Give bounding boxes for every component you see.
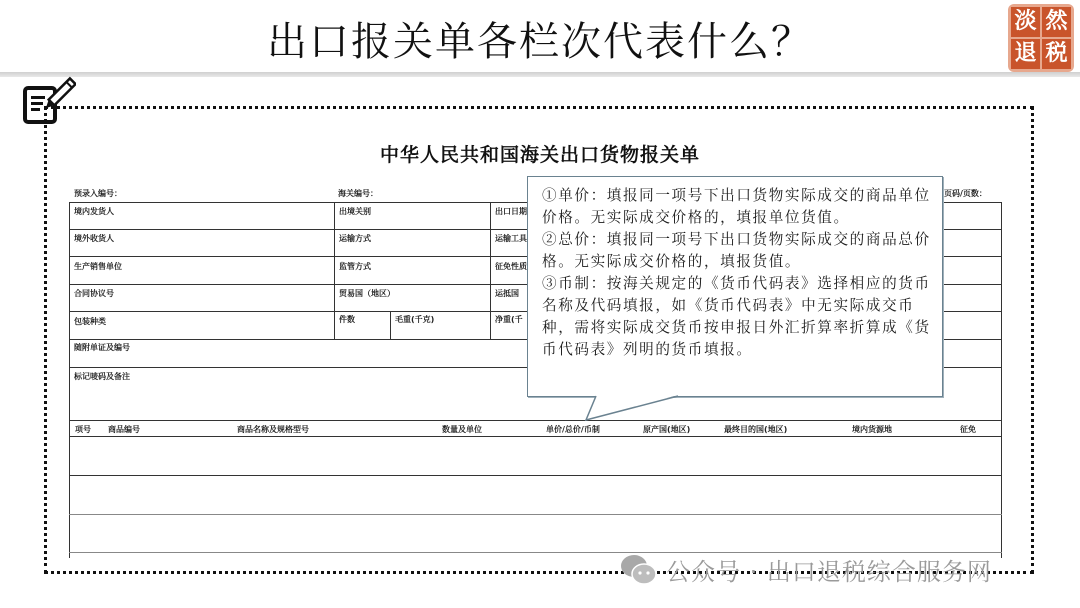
field-transport-vehicle: 运输工具 <box>495 234 527 243</box>
field-exit-port: 出境关别 <box>339 207 371 216</box>
field-package-type: 包装种类 <box>74 317 106 326</box>
wechat-icon <box>620 553 658 587</box>
field-export-date: 出口日期 <box>495 207 527 216</box>
field-supervision-mode: 监管方式 <box>339 262 371 271</box>
seal-char: 税 <box>1042 39 1071 69</box>
col-goods-name: 商品名称及规格型号 <box>237 425 309 434</box>
field-overseas-consignee: 境外收货人 <box>74 234 114 243</box>
seal-logo <box>1008 4 1074 72</box>
slide-title: 出口报关单各栏次代表什么？ <box>267 19 813 65</box>
page-count-label: 页码/页数： <box>944 189 987 198</box>
pre-entry-no-label: 预录入编号： <box>74 189 122 198</box>
field-net-weight: 净重(千 <box>495 315 523 324</box>
col-levy-exemption: 征免 <box>960 425 976 434</box>
field-producer-seller: 生产销售单位 <box>74 262 122 271</box>
explanation-callout <box>527 176 943 397</box>
callout-total-price: ②总价：填报同一项号下出口货物实际成交的商品总价格。无实际成交价格的，填报货值。 <box>542 231 931 270</box>
field-gross-weight: 毛重(千克) <box>395 315 435 324</box>
callout-pointer <box>578 394 698 424</box>
field-levy-nature: 征免性质 <box>495 262 527 271</box>
field-package-count: 件数 <box>339 315 355 324</box>
callout-currency: ③币制：按海关规定的《货币代码表》选择相应的货币名称及代码填报，如《货币代码表》中无实际成交币种，需将实际成交货币按申报日外汇折算率折算成《货币代码表》列明的货币填报。 <box>542 275 931 358</box>
seal-char: 然 <box>1042 7 1071 37</box>
watermark <box>620 552 992 587</box>
customs-no-label: 海关编号： <box>338 189 378 198</box>
seal-char: 淡 <box>1011 7 1040 37</box>
field-marks-remarks: 标记唛码及备注 <box>74 372 130 381</box>
col-price-currency: 单价/总价/币制 <box>546 425 600 434</box>
field-trade-country: 贸易国（地区） <box>339 289 395 298</box>
col-domestic-source: 境内货源地 <box>852 425 892 434</box>
callout-unit-price: ①单价：填报同一项号下出口货物实际成交的商品单位价格。无实际成交价格的，填报单位货值。 <box>542 187 931 226</box>
field-attached-docs: 随附单证及编号 <box>74 343 130 352</box>
col-item-no: 项号 <box>75 425 91 434</box>
form-title: 中华人民共和国海关出口货物报关单 <box>379 144 700 166</box>
field-domestic-shipper: 境内发货人 <box>74 207 114 216</box>
field-destination-country: 运抵国 <box>495 289 519 298</box>
field-transport-mode: 运输方式 <box>339 234 371 243</box>
title-divider <box>0 72 1080 77</box>
watermark-text: 公众号 · 出口退税综合服务网 <box>666 558 992 586</box>
col-hs-code: 商品编号 <box>108 425 140 434</box>
field-contract-no: 合同协议号 <box>74 289 114 298</box>
col-quantity-unit: 数量及单位 <box>442 425 482 434</box>
col-origin-country: 原产国(地区) <box>643 425 691 434</box>
col-final-destination: 最终目的国(地区) <box>724 425 788 434</box>
seal-char: 退 <box>1011 39 1040 69</box>
